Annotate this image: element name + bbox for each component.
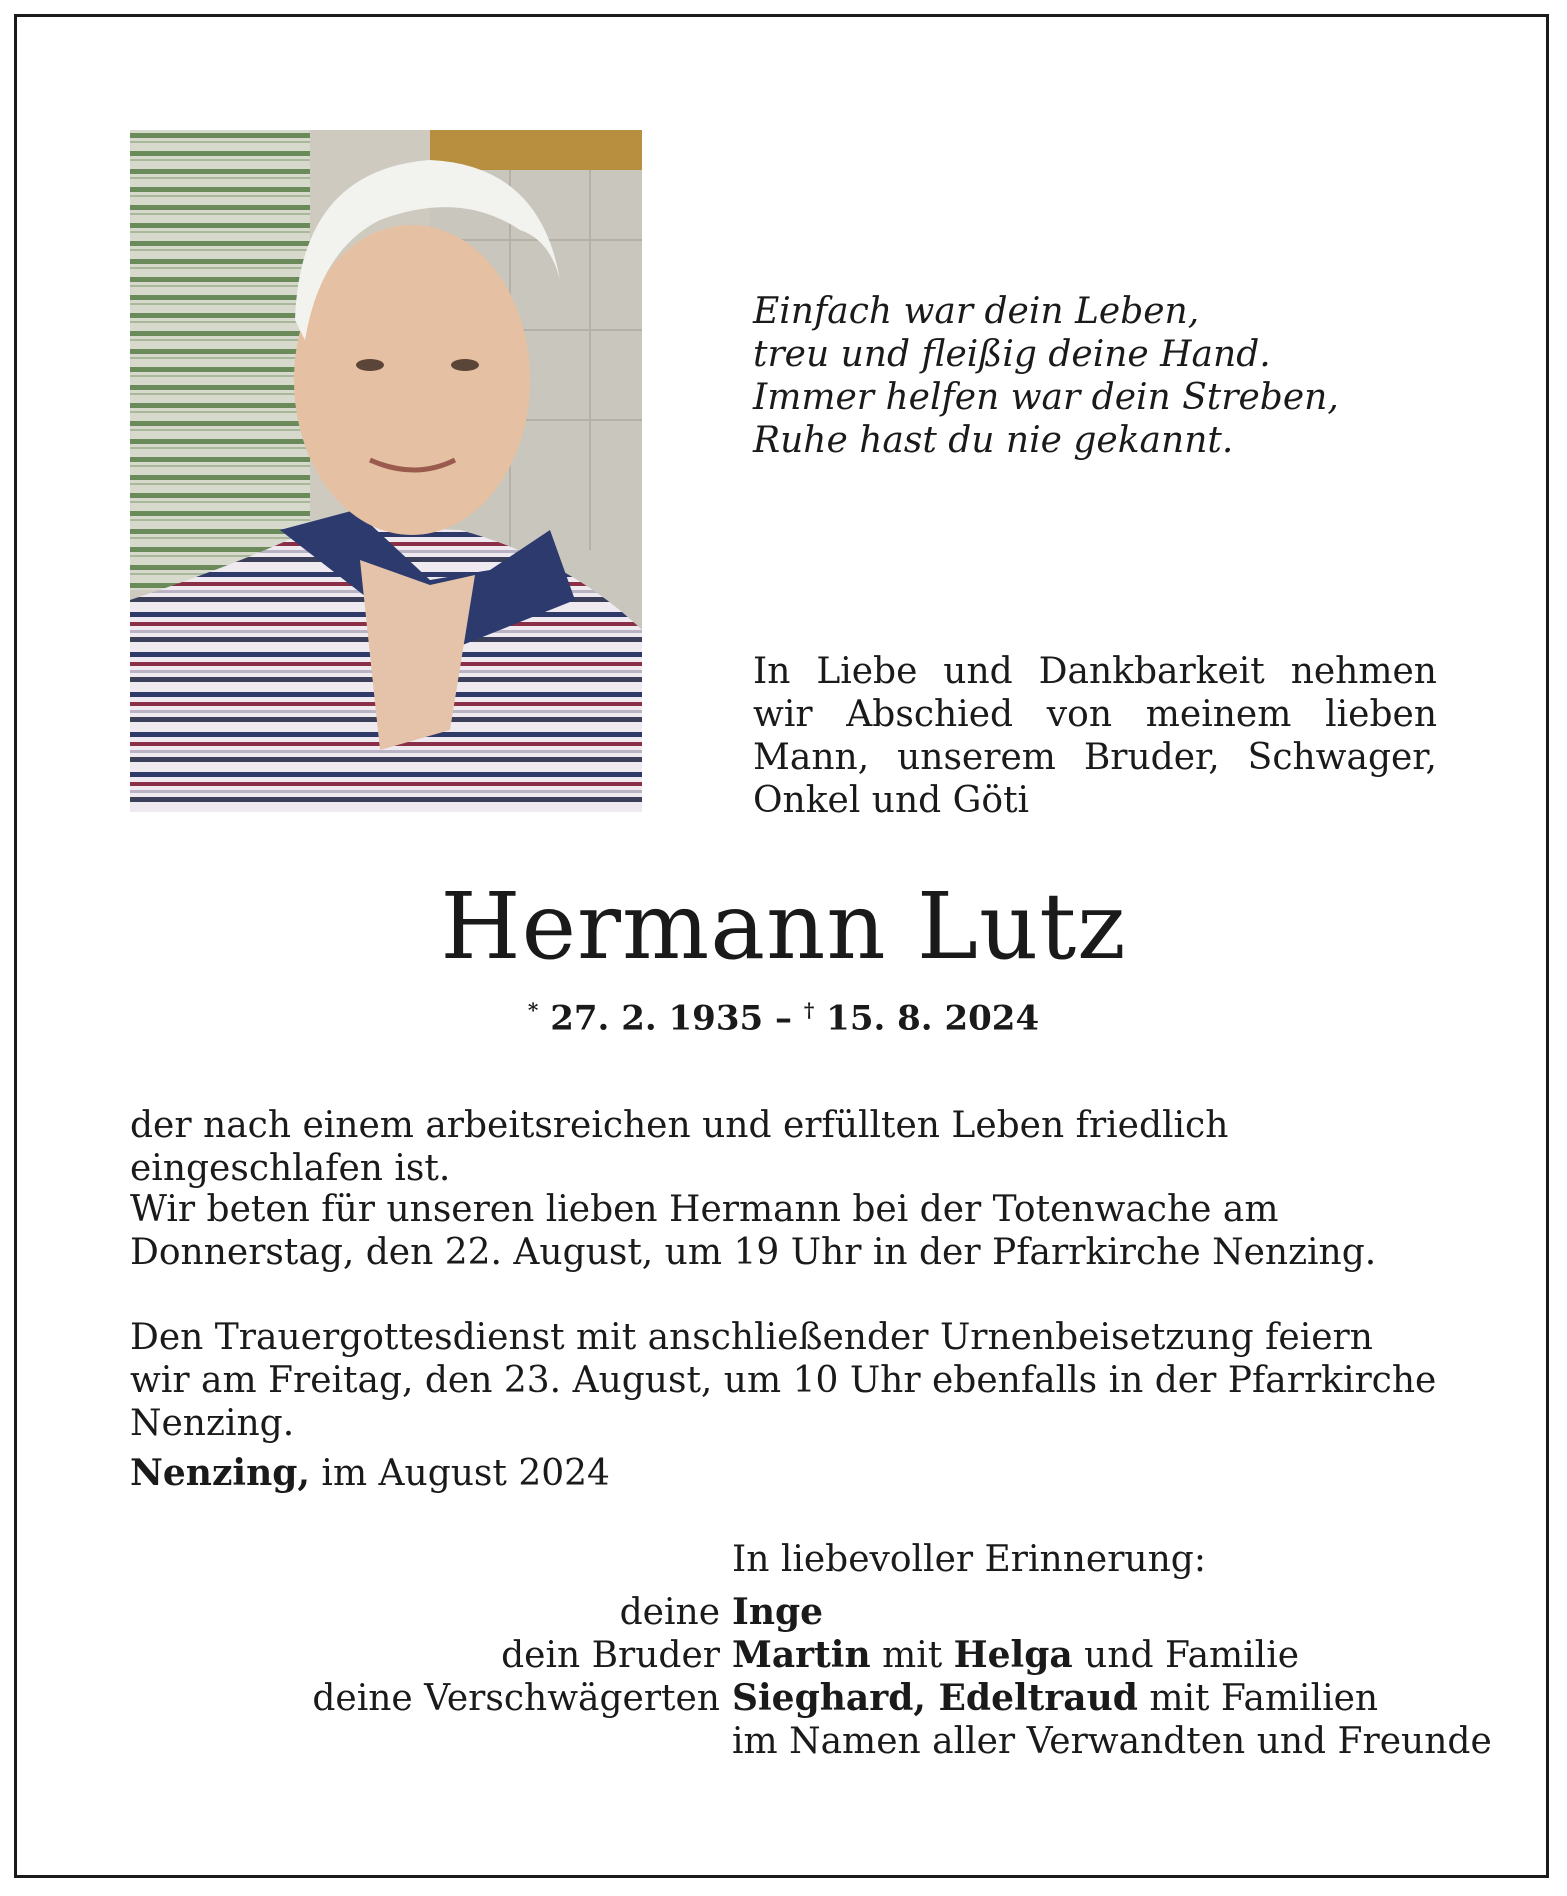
portrait-image [130,130,642,812]
connector-text: mit [870,1635,954,1676]
birth-date: 27. 2. 1935 [550,998,764,1039]
poem [753,290,1339,462]
death-date: 15. 8. 2024 [826,998,1040,1039]
poem-line: Ruhe hast du nie gekannt. [753,420,1234,461]
portrait-photo [130,130,642,812]
poem-line: Einfach war dein Leben, [753,291,1200,332]
paragraph-vigil: Wir beten für unseren lieben Hermann bei der Totenwache am Donnerstag, den 22. August, um 19 Uhr in der Pfarrkirche Nenzing. [130,1189,1377,1273]
date-text: im August 2024 [309,1453,610,1494]
signature-row [130,1591,1440,1634]
signature-row [130,1677,1440,1720]
poem-line: Immer helfen war dein Streben, [753,377,1339,418]
signature-block [130,1591,1492,1763]
mourner-name: Sieghard, Edeltraud [732,1677,1138,1719]
signature-row [130,1634,1440,1677]
relation-label: dein Bruder [501,1635,720,1676]
paragraph-passing: der nach einem arbeitsreichen und erfüllten Leben friedlich eingeschlafen ist. [130,1105,1229,1189]
mourner-name: Inge [732,1591,824,1633]
life-dates [0,998,1567,1038]
date-separator: – [763,998,804,1039]
place-date-line [130,1452,1440,1495]
paragraph-funeral: Den Trauergottesdienst mit anschließender Urnenbeisetzung feiern wir am Freitag, den 23. August, um 10 Uhr ebenfalls in der Pfarrkirche Nenzing. [130,1317,1437,1444]
mourner-name: Helga [953,1634,1073,1676]
family-text: mit Familien [1137,1678,1379,1719]
relation-label: deine [619,1592,720,1633]
deceased-name: Hermann Lutz [440,873,1127,980]
relation-label: deine Verschwägerten [312,1678,720,1719]
relation-label [130,1720,732,1763]
signature-row [130,1720,1492,1763]
place: Nenzing, [130,1452,310,1494]
farewell-intro: In Liebe und Dankbarkeit nehmen wir Abschied von meinem lieben Mann, unserem Bruder, Schwager, Onkel und Göti [753,651,1437,821]
poem-line: treu und fleißig deine Hand. [753,334,1271,375]
mourner-name: Martin [732,1634,871,1676]
death-symbol: † [803,998,815,1022]
birth-symbol: * [527,998,539,1022]
memory-heading: In liebevoller Erinnerung: [732,1539,1206,1580]
relatives-line: im Namen aller Verwandten und Freunde [732,1721,1492,1762]
family-text: und Familie [1072,1635,1300,1676]
